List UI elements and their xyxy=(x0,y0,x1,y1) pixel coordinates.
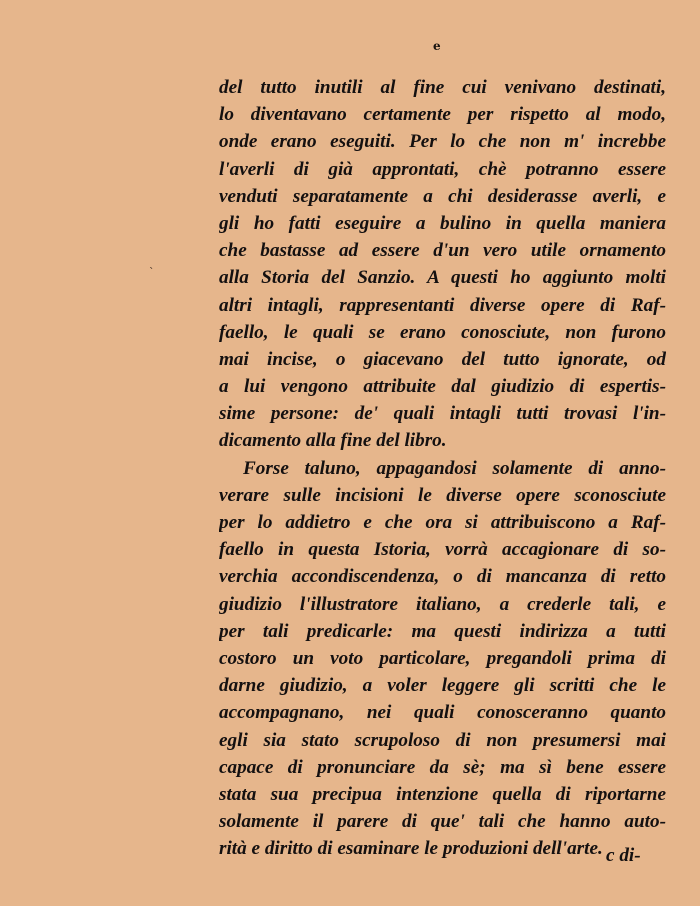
text-line: venduti separatamente a chi desiderasse averli, e xyxy=(219,185,666,207)
text-line: sime persone: de' quali intagli tutti trovasi l'in- xyxy=(219,403,666,425)
text-line: capace di pronunciare da sè; ma sì bene essere xyxy=(219,756,666,778)
text-line: per lo addietro e che ora si attribuiscono a Raf- xyxy=(219,512,666,533)
catchword: c di- xyxy=(606,845,641,866)
text-line: gli ho fatti eseguire a bulino in quella maniera xyxy=(219,212,666,234)
text-line: altri intagli, rappresentanti diverse opere di Raf- xyxy=(219,294,666,316)
text-line: mai incise, o giacevano del tutto ignorate, od xyxy=(219,348,666,370)
text-line: per tali predicarle: ma questi indirizza a tutti xyxy=(219,620,666,642)
stray-ink-mark: ` xyxy=(149,266,155,279)
paragraph xyxy=(219,455,666,863)
text-line: Forse taluno, appagandosi solamente di anno- xyxy=(243,457,666,479)
text-line: faello in questa Istoria, vorrà accagionare di so- xyxy=(219,539,666,561)
paragraph xyxy=(219,74,666,455)
text-line: lo diventavano certamente per rispetto al modo, xyxy=(219,104,666,126)
text-line: giudizio l'illustratore italiano, a crederle tali, e xyxy=(219,593,666,615)
text-line: che bastasse ad essere d'un vero utile ornamento xyxy=(219,240,666,262)
text-line: darne giudizio, a voler leggere gli scritti che le xyxy=(219,675,666,697)
text-line: egli sia stato scrupoloso di non presumersi mai xyxy=(219,729,666,751)
text-line: accompagnano, nei quali conosceranno quanto xyxy=(219,702,666,724)
text-line: alla Storia del Sanzio. A questi ho aggiunto molti xyxy=(219,267,666,289)
text-line: verare sulle incisioni le diverse opere sconosciute xyxy=(219,484,666,506)
text-line: rità e diritto di esaminare le produzioni dell'arte. xyxy=(219,838,603,860)
text-block xyxy=(219,74,666,862)
text-line: solamente il parere di que' tali che hanno auto- xyxy=(219,811,666,833)
text-line: faello, le quali se erano conosciute, non furono xyxy=(219,321,666,343)
text-line: l'averli di già approntati, chè potranno essere xyxy=(219,158,666,180)
text-line: costoro un voto particolare, pregandoli prima di xyxy=(219,647,666,669)
text-line: stata sua precipua intenzione quella di riportarne xyxy=(219,783,666,805)
text-line: a lui vengono attribuite dal giudizio di espertis- xyxy=(219,376,666,398)
text-line: verchia accondiscendenza, o di mancanza di retto xyxy=(219,566,666,588)
text-line: del tutto inutili al fine cui venivano destinati, xyxy=(219,77,666,98)
text-line: dicamento alla fine del libro. xyxy=(219,430,447,452)
text-line: onde erano eseguiti. Per lo che non m' increbbe xyxy=(219,131,666,153)
page-signature-mark: e xyxy=(433,39,441,53)
